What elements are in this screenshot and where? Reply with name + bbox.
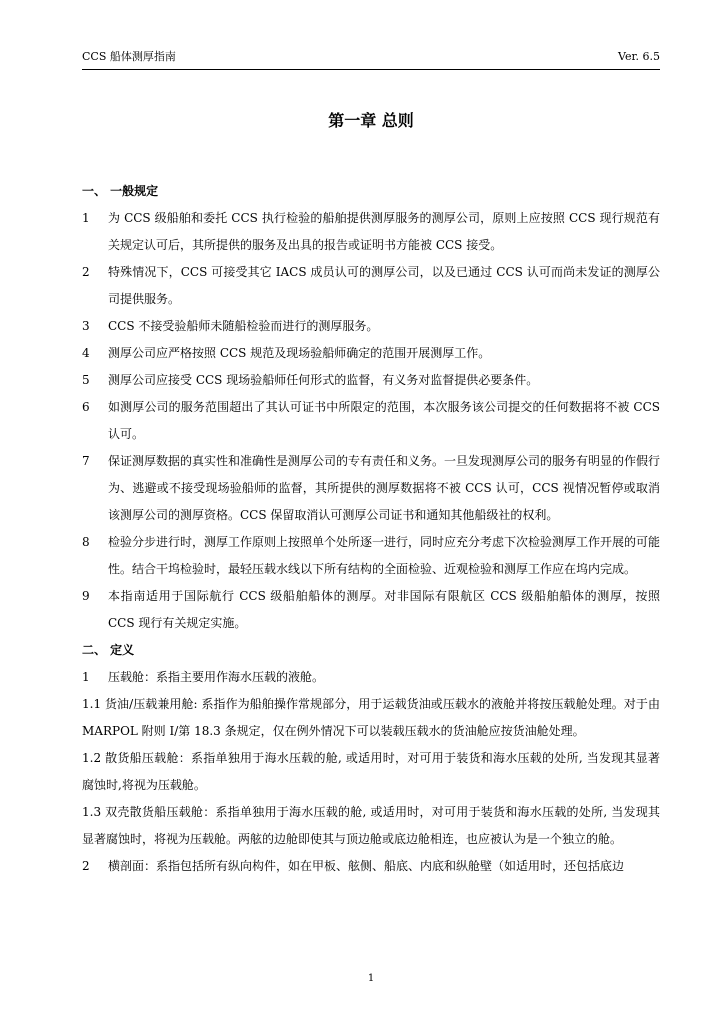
list-item <box>82 448 660 529</box>
item-text: 本指南适用于国际航行 CCS 级船舶船体的测厚。对非国际有限航区 CCS 级船舶船体的测厚，按照 CCS 现行有关规定实施。 <box>108 589 660 630</box>
list-item <box>82 853 660 880</box>
definition-paragraph: 1.2 散货船压载舱：系指单独用于海水压载的舱, 或适用时，对可用于装货和海水压载的处所, 当发现其显著腐蚀时,将视为压载舱。 <box>82 751 660 792</box>
item-number: 9 <box>82 589 90 603</box>
item-text: 为 CCS 级船舶和委托 CCS 执行检验的船舶提供测厚服务的测厚公司，原则上应按照 CCS 现行规范有关规定认可后，其所提供的服务及出具的报告或证明书方能被 CCS 接受。 <box>108 211 660 252</box>
item-number: 6 <box>82 400 90 414</box>
page-header <box>82 50 660 70</box>
header-version: Ver. 6.5 <box>618 50 660 63</box>
definition-paragraph: 1.1 货油/压载兼用舱: 系指作为船舶操作常规部分，用于运载货油或压载水的液舱并将按压载舱处理。对于由 MARPOL 附则 I/第 18.3 条规定，仅在例外情况下可以装载压载水的货油舱应按货油舱处理。 <box>82 697 660 738</box>
list-item <box>82 313 660 340</box>
list-item <box>82 664 660 691</box>
item-number: 7 <box>82 454 90 468</box>
list-item <box>82 205 660 259</box>
item-text: 横剖面：系指包括所有纵向构件，如在甲板、舷侧、船底、内底和纵舱壁（如适用时，还包括底边 <box>108 859 625 873</box>
item-number: 4 <box>82 346 90 360</box>
item-number: 2 <box>82 859 90 873</box>
item-number: 8 <box>82 535 90 549</box>
header-doc-title: CCS 船体测厚指南 <box>82 50 176 63</box>
item-text: 测厚公司应接受 CCS 现场验船师任何形式的监督，有义务对监督提供必要条件。 <box>108 373 539 387</box>
list-item <box>82 394 660 448</box>
item-text: 如测厚公司的服务范围超出了其认可证书中所限定的范围，本次服务该公司提交的任何数据将不被 CCS 认可。 <box>108 400 660 441</box>
item-text: 保证测厚数据的真实性和准确性是测厚公司的专有责任和义务。一旦发现测厚公司的服务有明显的作假行为、逃避或不接受现场验船师的监督，其所提供的测厚数据将不被 CCS 认可，CCS 视情况暂停或取消该测厚公司的测厚资格。CCS 保留取消认可测厚公司证书和通知其他船级社的权利。 <box>108 454 661 522</box>
definition-paragraph: 1.3 双壳散货船压载舱：系指单独用于海水压载的舱, 或适用时，对可用于装货和海水压载的处所, 当发现其显著腐蚀时，将视为压载舱。两舷的边舱即使其与顶边舱或底边舱相连，也应被认为是一个独立的舱。 <box>82 805 660 846</box>
section-heading-definitions: 二、 定义 <box>82 643 135 657</box>
item-text: CCS 不接受验船师未随船检验而进行的测厚服务。 <box>108 319 379 333</box>
list-item <box>82 583 660 637</box>
chapter-title: 第一章 总则 <box>328 111 414 130</box>
list-item <box>82 259 660 313</box>
item-number: 2 <box>82 265 90 279</box>
item-number: 5 <box>82 373 90 387</box>
item-text: 检验分步进行时，测厚工作原则上按照单个处所逐一进行，同时应充分考虑下次检验测厚工作开展的可能性。结合干坞检验时，最轻压载水线以下所有结构的全面检验、近观检验和测厚工作应在坞内完成。 <box>108 535 661 576</box>
section-heading-general: 一、 一般规定 <box>82 184 159 198</box>
document-body <box>82 178 660 880</box>
item-text: 特殊情况下，CCS 可接受其它 IACS 成员认可的测厚公司，以及已通过 CCS 认可而尚未发证的测厚公司提供服务。 <box>108 265 660 306</box>
item-number: 3 <box>82 319 90 333</box>
list-item <box>82 529 660 583</box>
page-number: 1 <box>367 973 375 984</box>
item-number: 1 <box>82 211 90 225</box>
item-number: 1 <box>82 670 90 684</box>
item-text: 测厚公司应严格按照 CCS 规范及现场验船师确定的范围开展测厚工作。 <box>108 346 491 360</box>
item-text: 压载舱：系指主要用作海水压载的液舱。 <box>108 670 325 684</box>
list-item <box>82 367 660 394</box>
list-item <box>82 340 660 367</box>
